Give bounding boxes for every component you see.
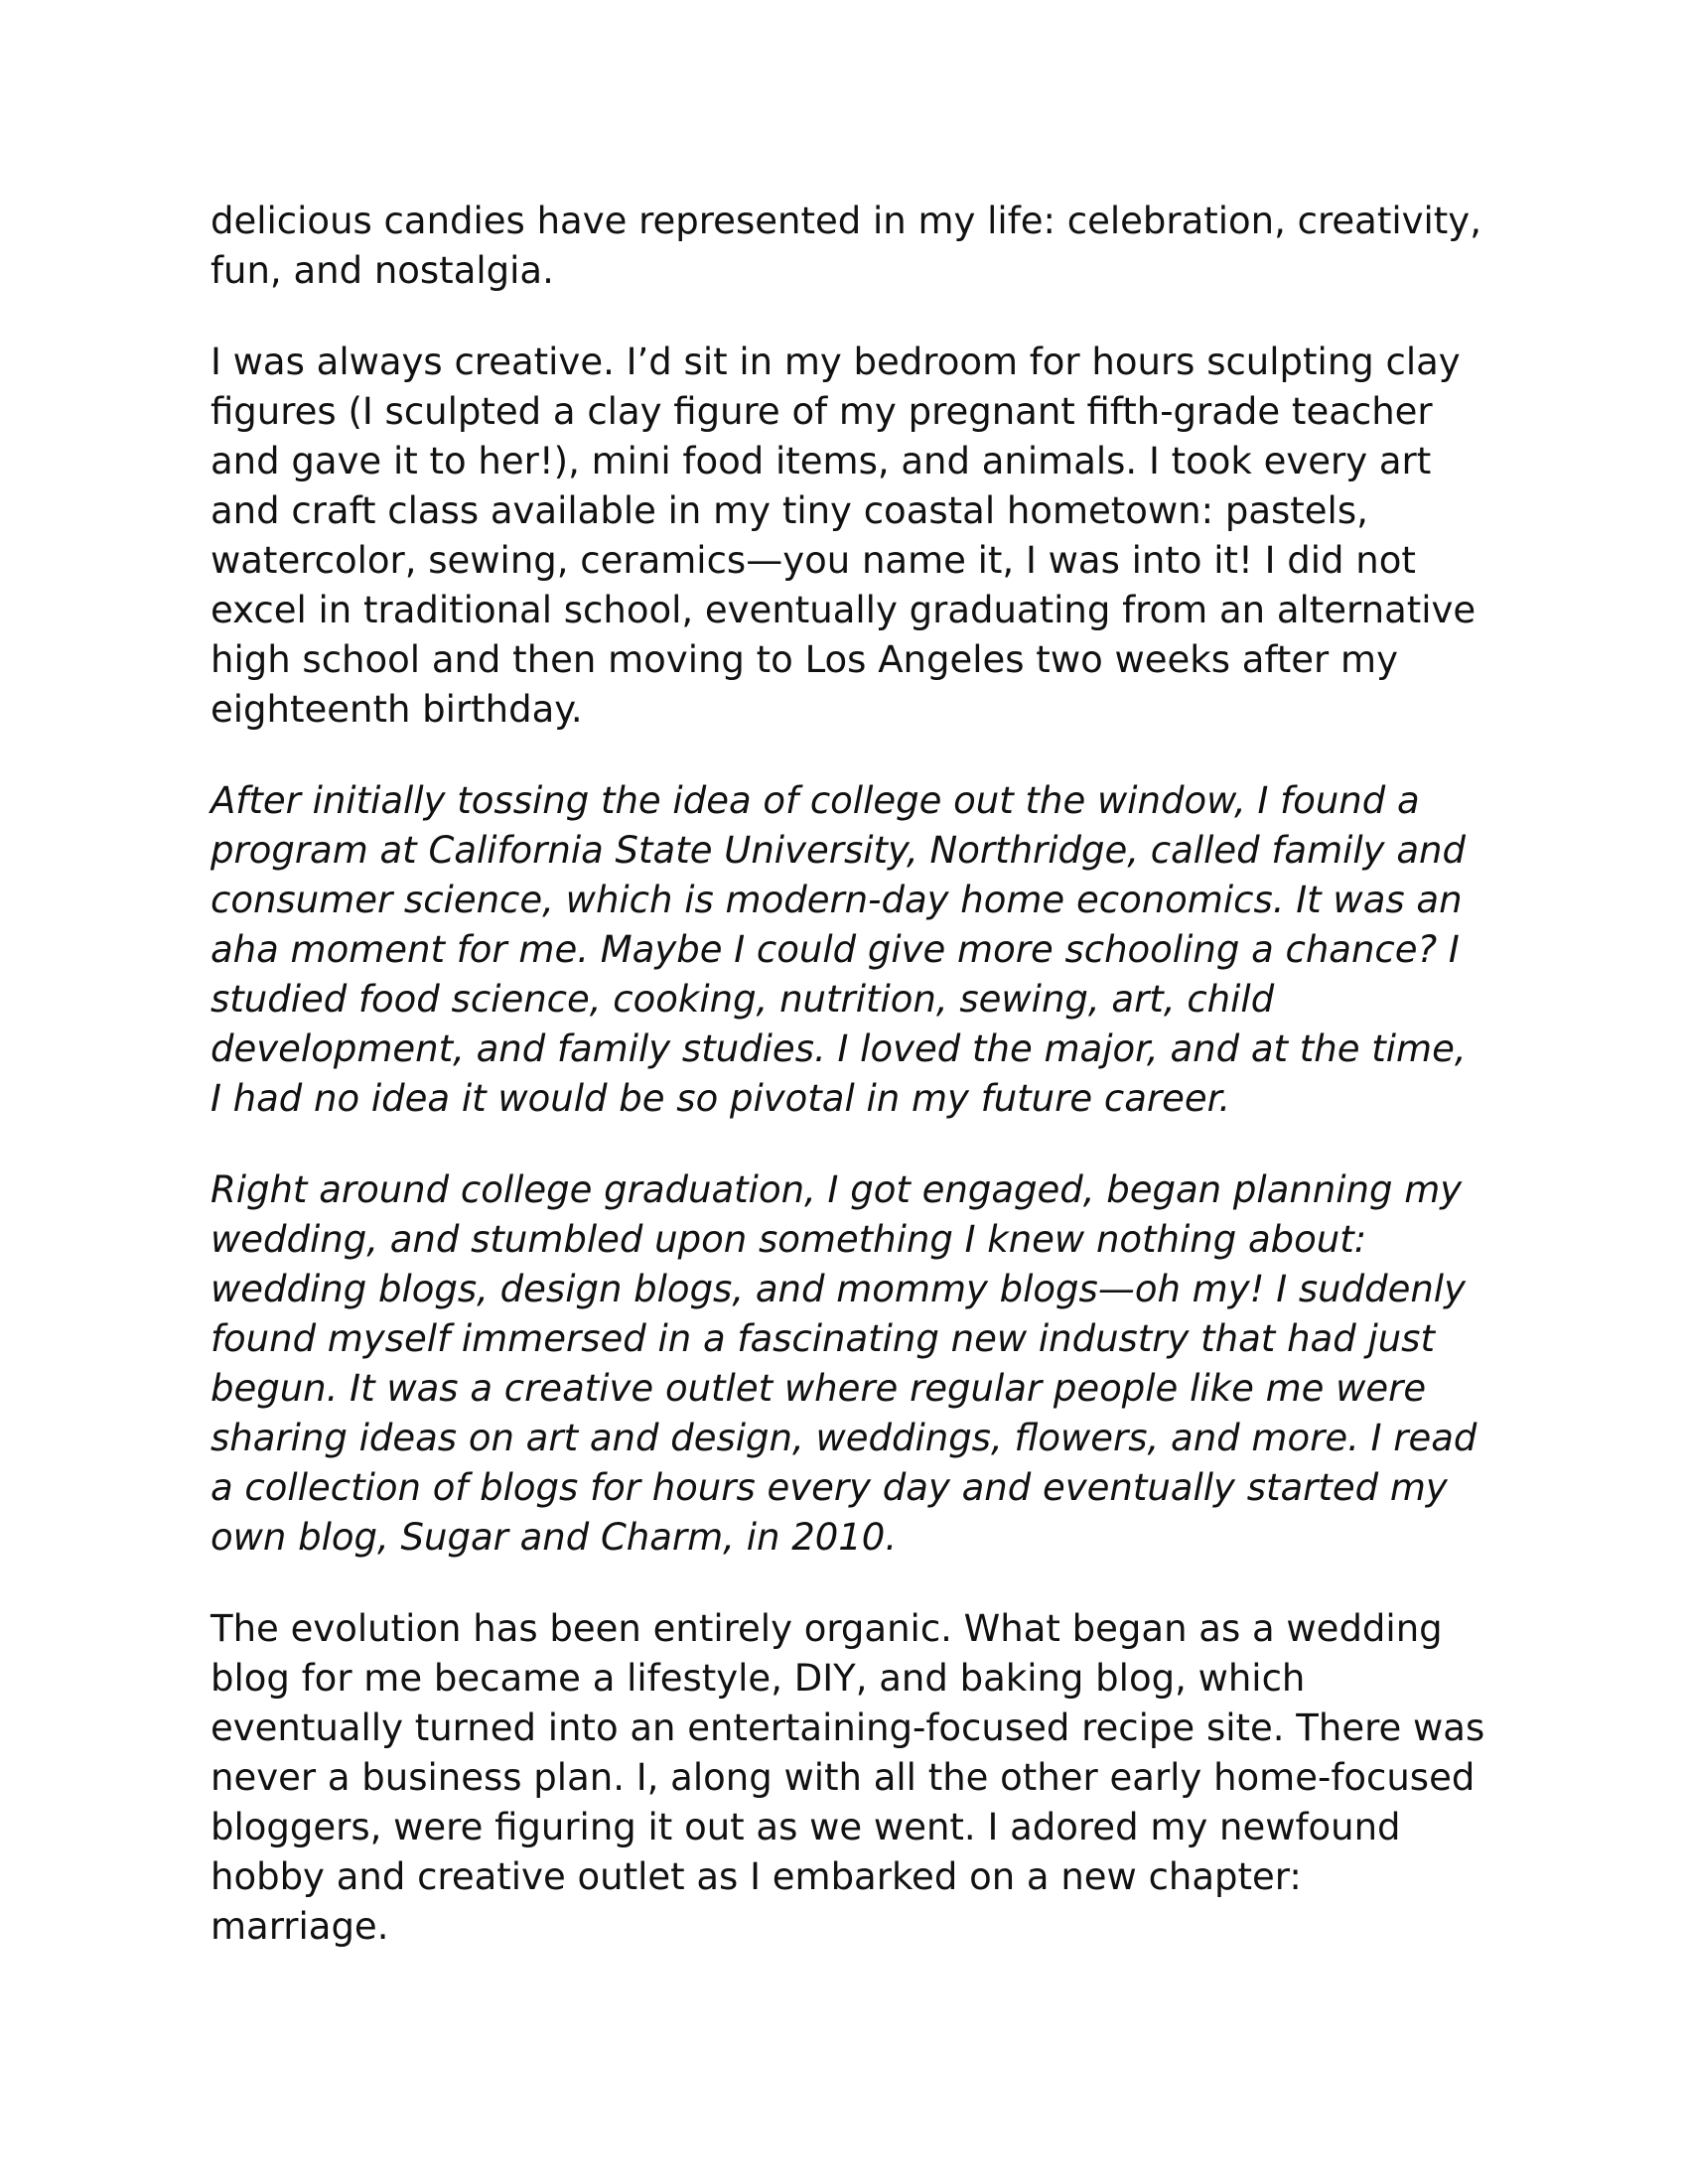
text-line: hobby and creative outlet as I embarked on a new chapter: — [211, 1855, 1302, 1898]
paragraph-candies-meaning — [211, 197, 1491, 296]
text-line: and craft class available in my tiny coastal hometown: pastels, — [211, 489, 1368, 532]
text-line: begun. It was a creative outlet where regular people like me were — [211, 1367, 1427, 1410]
text-line: studied food science, cooking, nutrition, sewing, art, child — [211, 978, 1275, 1021]
document-page — [211, 197, 1491, 1993]
text-line: wedding, and stumbled upon something I knew nothing about: — [211, 1218, 1367, 1261]
text-line: fun, and nostalgia. — [211, 249, 554, 292]
text-line: program at California State University, Northridge, called family and — [211, 829, 1466, 872]
paragraph-evolution — [211, 1604, 1491, 1952]
paragraph-always-creative — [211, 338, 1491, 735]
text-line: After initially tossing the idea of college out the window, I found a — [211, 779, 1420, 822]
text-line: I was always creative. I’d sit in my bedroom for hours sculpting clay — [211, 341, 1461, 383]
text-line: The evolution has been entirely organic. What began as a wedding — [211, 1607, 1443, 1650]
paragraph-blogs-discovery — [211, 1165, 1491, 1563]
text-line: eighteenth birthday. — [211, 688, 583, 731]
text-line: I had no idea it would be so pivotal in my future career. — [211, 1077, 1231, 1120]
text-line: consumer science, which is modern-day home economics. It was an — [211, 879, 1463, 921]
text-line: high school and then moving to Los Angeles two weeks after my — [211, 638, 1398, 681]
text-line: Right around college graduation, I got engaged, began planning my — [211, 1168, 1463, 1211]
text-line: development, and family studies. I loved the major, and at the time, — [211, 1027, 1467, 1070]
text-line: figures (I sculpted a clay figure of my pregnant fifth-grade teacher — [211, 390, 1433, 433]
text-line: delicious candies have represented in my life: celebration, creativity, — [211, 200, 1481, 242]
text-line: never a business plan. I, along with all the other early home-focused — [211, 1756, 1476, 1799]
text-line: sharing ideas on art and design, weddings, flowers, and more. I read — [211, 1417, 1477, 1459]
text-line: wedding blogs, design blogs, and mommy blogs—oh my! I suddenly — [211, 1268, 1466, 1310]
text-line: eventually turned into an entertaining-focused recipe site. There was — [211, 1706, 1485, 1749]
text-line: and gave it to her!), mini food items, and animals. I took every art — [211, 440, 1432, 482]
text-line: bloggers, were figuring it out as we went. I adored my newfound — [211, 1806, 1401, 1848]
text-line: excel in traditional school, eventually graduating from an alternative — [211, 589, 1477, 631]
text-line: aha moment for me. Maybe I could give more schooling a chance? I — [211, 928, 1460, 971]
text-line: a collection of blogs for hours every day and eventually started my — [211, 1466, 1448, 1509]
text-line: own blog, Sugar and Charm, in 2010. — [211, 1516, 898, 1559]
text-line: marriage. — [211, 1905, 389, 1948]
text-line: blog for me became a lifestyle, DIY, and baking blog, which — [211, 1657, 1306, 1700]
paragraph-college-program — [211, 776, 1491, 1124]
text-line: found myself immersed in a fascinating new industry that had just — [211, 1317, 1435, 1360]
text-line: watercolor, sewing, ceramics—you name it, I was into it! I did not — [211, 539, 1416, 582]
